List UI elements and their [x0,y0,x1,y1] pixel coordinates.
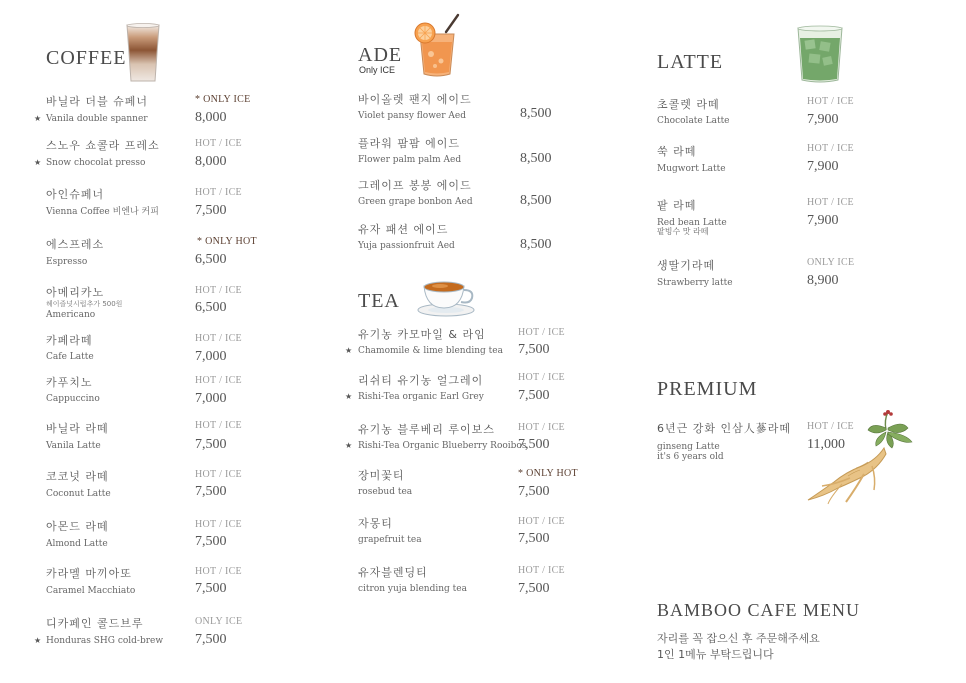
item-name-english: Vanila double spanner [46,114,148,124]
item-name-korean: 리쉬티 유기농 얼그레이 [358,374,484,387]
item-temp: ONLY ICE [195,616,243,627]
item-name-korean: 디카페인 콜드브루 [46,617,144,630]
latte-title: LATTE [657,51,724,73]
item-temp: ONLY ICE [807,257,855,268]
item-temp: HOT / ICE [195,519,242,530]
item-name-korean: 팥 라떼 [657,199,697,212]
item-name-english: Cappuccino [46,394,100,404]
item-name-korean: 장미꽃티 [358,469,405,482]
item-name-english: Cafe Latte [46,352,94,362]
item-price: 7,500 [518,581,550,596]
item-temp: HOT / ICE [195,566,242,577]
item-temp: HOT / ICE [807,96,854,107]
item-temp: HOT / ICE [807,197,854,208]
item-name-english: Vienna Coffee 비엔나 커피 [46,207,159,217]
item-description: 팥빙수 맛 라떼 [657,227,709,236]
item-name-korean: 에스프레소 [46,238,105,251]
item-price: 6,500 [195,252,227,267]
item-price: 7,500 [518,484,550,499]
item-name-korean: 유자블렌딩티 [358,566,428,579]
item-price: 7,500 [195,437,227,452]
item-temp: HOT / ICE [195,469,242,480]
item-name-korean: 스노우 쇼콜라 프레소 [46,139,160,152]
item-name-english: ginseng Latte [657,442,720,452]
item-temp: HOT / ICE [807,421,854,432]
item-name-english: Red bean Latte [657,218,727,228]
item-price: 7,500 [195,484,227,499]
item-name-english: Espresso [46,257,88,267]
item-name-korean: 바닐라 라떼 [46,422,109,435]
item-name-english: Strawberry latte [657,278,733,288]
item-name-korean: 아인슈페너 [46,188,105,201]
menu-footer-title: BAMBOO CAFE MENU [657,600,861,620]
footer-notice-2: 1인 1메뉴 부탁드립니다 [657,648,774,661]
item-price: 7,500 [195,632,227,647]
item-name-korean: 유기농 카모마일 & 라임 [358,328,486,341]
item-temp: HOT / ICE [195,187,242,198]
item-name-korean: 카페라떼 [46,334,93,347]
item-name-korean: 코코넛 라떼 [46,470,109,483]
star-icon: ★ [34,636,42,645]
item-price: 7,900 [807,159,839,174]
item-name-english: grapefruit tea [358,535,422,545]
item-name-english: Yuja passionfruit Aed [358,241,455,251]
item-name-english: Rishi-Tea Organic Blueberry Rooibos [358,441,527,451]
item-name-korean: 자몽티 [358,517,393,530]
item-temp: * ONLY HOT [518,468,578,479]
item-name-english: citron yuja blending tea [358,584,467,594]
item-price: 8,900 [807,273,839,288]
item-name-english: Flower palm palm Aed [358,155,462,165]
item-price: 6,500 [195,300,227,315]
item-name-english: Americano [46,310,96,320]
item-temp: HOT / ICE [195,420,242,431]
item-price: 8,500 [520,106,552,121]
item-name-korean: 유자 패션 에이드 [358,223,449,236]
item-name-english: Chamomile & lime blending tea [358,346,503,356]
item-name-english: Violet pansy flower Aed [358,111,467,121]
item-price: 7,000 [195,391,227,406]
item-temp: HOT / ICE [518,327,565,338]
tea-cup-icon [414,274,478,318]
item-note: 헤이즐넛시럽추가 500원 [46,300,123,308]
item-name-english: Vanila Latte [46,441,101,451]
star-icon: ★ [345,441,353,450]
item-name-english: Caramel Macchiato [46,586,136,596]
item-temp: HOT / ICE [518,422,565,433]
item-name-english: rosebud tea [358,487,413,497]
item-price: 7,900 [807,112,839,127]
item-name-english: Green grape bonbon Aed [358,197,473,207]
item-temp: HOT / ICE [518,516,565,527]
item-price: 7,500 [518,388,550,403]
item-name-korean: 바이올렛 팬지 에이드 [358,93,472,106]
item-name-korean: 아몬드 라떼 [46,520,109,533]
item-price: 7,500 [195,581,227,596]
matcha-latte-icon [794,24,846,84]
star-icon: ★ [34,114,42,123]
item-temp: HOT / ICE [518,372,565,383]
item-name-english: Coconut Latte [46,489,111,499]
premium-title: PREMIUM [657,378,758,400]
item-name-korean: 유기농 블루베리 루이보스 [358,423,495,436]
item-description: it's 6 years old [657,452,724,462]
item-price: 8,500 [520,151,552,166]
item-name-english: Almond Latte [46,539,108,549]
item-name-english: Honduras SHG cold-brew [46,636,164,646]
ade-subtitle: Only ICE [359,65,396,75]
item-price: 7,500 [518,531,550,546]
footer-notice-1: 자리를 꼭 잡으신 후 주문해주세요 [657,632,820,645]
item-name-korean: 카푸치노 [46,376,93,389]
star-icon: ★ [345,346,353,355]
item-price: 11,000 [807,437,845,452]
ade-title: ADE [358,44,403,66]
item-name-korean: 6년근 강화 인삼人蔘라떼 [657,422,791,435]
ginseng-icon [806,408,916,506]
item-name-korean: 바닐라 더블 슈페너 [46,95,149,108]
item-temp: HOT / ICE [195,285,242,296]
item-temp: * ONLY ICE [195,94,251,105]
item-name-korean: 쑥 라떼 [657,145,697,158]
item-price: 7,500 [195,203,227,218]
item-price: 8,000 [195,110,227,125]
iced-latte-icon [124,22,162,84]
item-temp: HOT / ICE [195,138,242,149]
item-price: 7,000 [195,349,227,364]
item-price: 7,500 [518,342,550,357]
item-price: 7,500 [518,437,550,452]
star-icon: ★ [34,158,42,167]
item-name-english: Chocolate Latte [657,116,730,126]
item-name-korean: 아메리카노 [46,286,105,299]
item-temp: * ONLY HOT [197,236,257,247]
item-temp: HOT / ICE [195,333,242,344]
orange-ade-icon [412,12,464,78]
item-name-korean: 카라멜 마끼아또 [46,567,132,580]
item-price: 8,500 [520,237,552,252]
item-name-korean: 초콜렛 라떼 [657,98,720,111]
item-name-korean: 생딸기라떼 [657,259,716,272]
item-name-english: Mugwort Latte [657,164,726,174]
item-name-korean: 그레이프 봉봉 에이드 [358,179,472,192]
item-price: 7,500 [195,534,227,549]
item-price: 8,000 [195,154,227,169]
item-name-korean: 플라워 팜팜 에이드 [358,137,461,150]
item-temp: HOT / ICE [807,143,854,154]
item-temp: HOT / ICE [195,375,242,386]
item-name-english: Snow chocolat presso [46,158,146,168]
coffee-title: COFFEE [46,47,127,69]
tea-title: TEA [358,290,400,312]
item-temp: HOT / ICE [518,565,565,576]
item-name-english: Rishi-Tea organic Earl Grey [358,392,484,402]
item-price: 7,900 [807,213,839,228]
star-icon: ★ [345,392,353,401]
item-price: 8,500 [520,193,552,208]
